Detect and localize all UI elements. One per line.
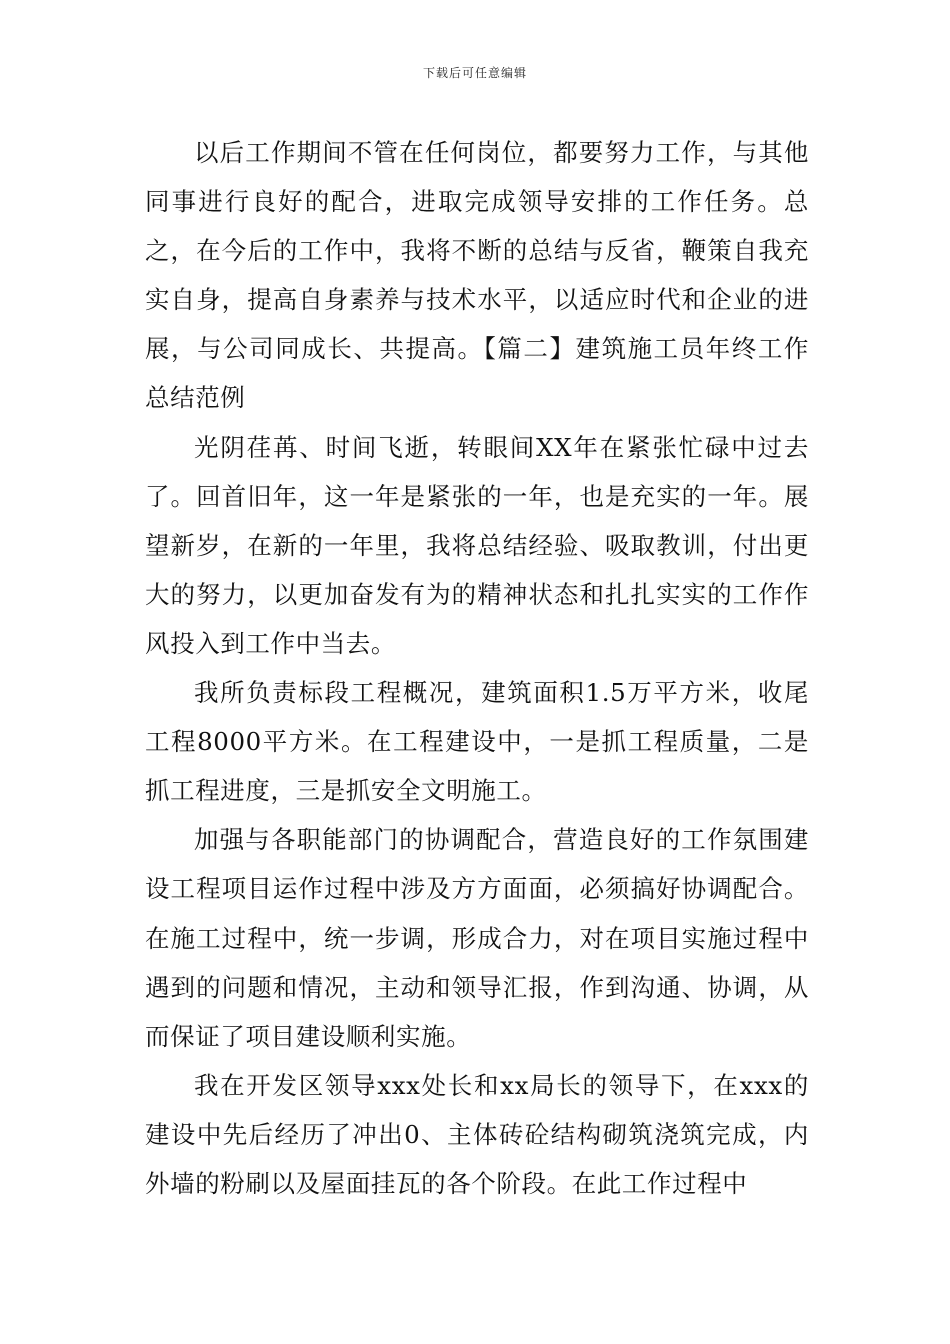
paragraph: 光阴荏苒、时间飞逝，转眼间XX年在紧张忙碌中过去了。回首旧年，这一年是紧张的一年，也是充实的一年。展望新岁，在新的一年里，我将总结经验、吸取教训，付出更大的努力，以更加奋发有为的精神状态和扎扎实实的工作作风投入到工作中当去。 bbox=[145, 432, 809, 658]
paragraph: 我所负责标段工程概况，建筑面积1.5万平方米，收尾工程8000平方米。在工程建设中，一是抓工程质量，二是抓工程进度，三是抓安全文明施工。 bbox=[145, 678, 809, 806]
paragraph: 我在开发区领导xxx处长和xx局长的领导下，在xxx的建设中先后经历了冲出0、主体砖砼结构砌筑浇筑完成，内外墙的粉刷以及屋面挂瓦的各个阶段。在此工作过程中 bbox=[145, 1070, 809, 1198]
download-note: 下载后可任意编辑 bbox=[422, 66, 527, 80]
document-body bbox=[145, 128, 809, 1208]
paragraph: 以后工作期间不管在任何岗位，都要努力工作，与其他同事进行良好的配合，进取完成领导安排的工作任务。总之，在今后的工作中，我将不断的总结与反省，鞭策自我充实自身，提高自身素养与技术水平，以适应时代和企业的进展，与公司同成长、共提高。【篇二】建筑施工员年终工作总结范例 bbox=[145, 138, 809, 413]
paragraph: 加强与各职能部门的协调配合，营造良好的工作氛围建设工程项目运作过程中涉及方方面面，必须搞好协调配合。在施工过程中，统一步调，形成合力，对在项目实施过程中遇到的问题和情况，主动和领导汇报，作到沟通、协调，从而保证了项目建设顺利实施。 bbox=[145, 825, 809, 1051]
